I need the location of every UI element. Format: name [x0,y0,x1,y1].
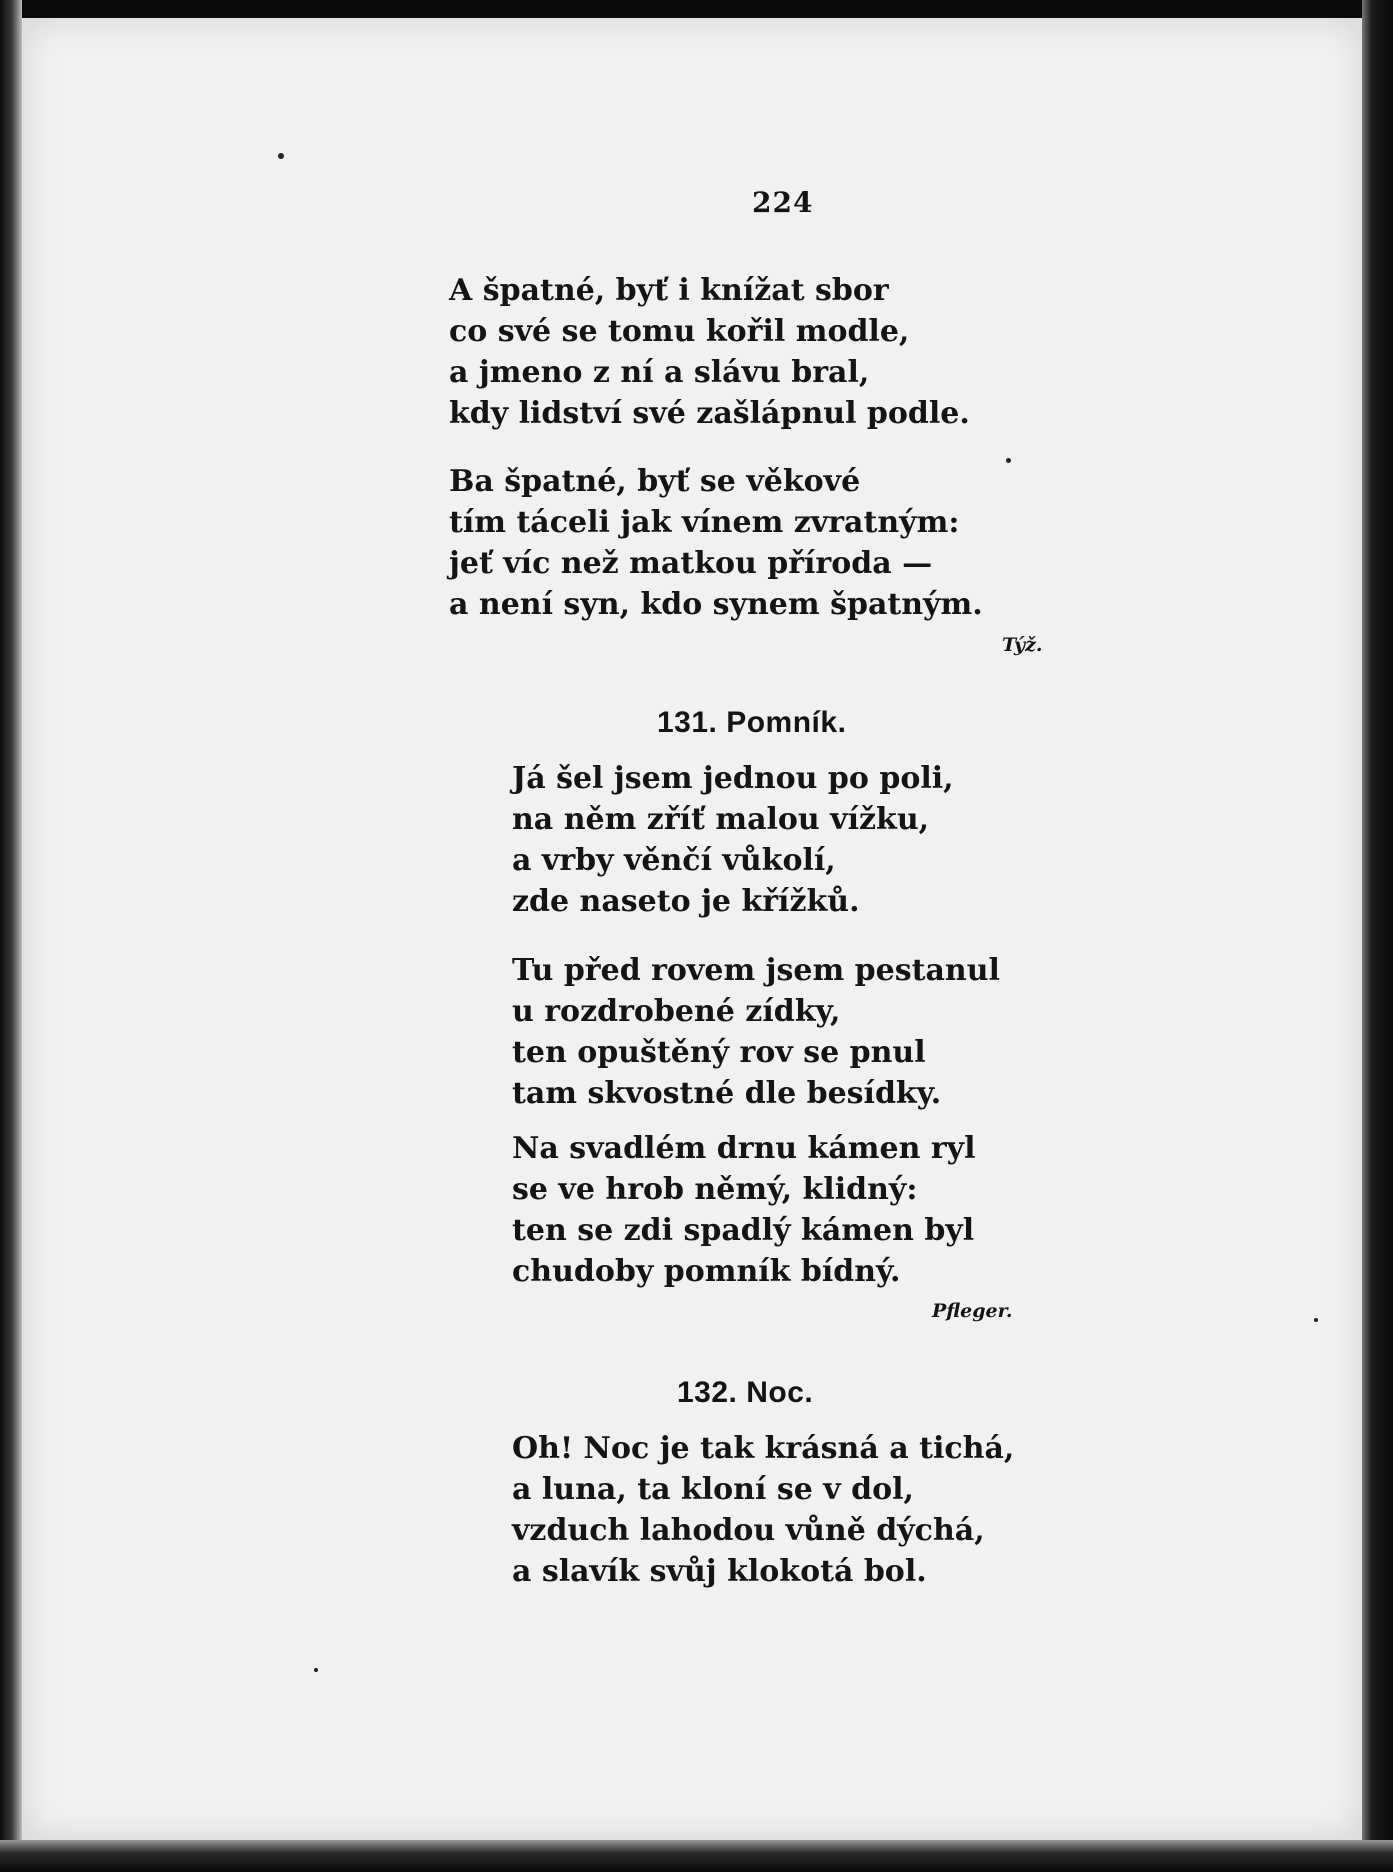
poem2-stanza-2 [512,950,1000,1114]
poem2-stanza-3 [512,1128,976,1292]
scan-edge-left [0,0,22,1872]
verse-line: se ve hrob němý, klidný: [512,1172,918,1207]
poem2-heading: 131. Pomník. [657,706,847,739]
verse-line: ten opuštěný rov se pnul [512,1035,926,1070]
verse-line: co své se tomu kořil modle, [449,314,910,349]
verse-line: Na svadlém drnu kámen ryl [512,1131,976,1166]
book-page [22,18,1362,1840]
verse-line: Tu před rovem jsem pestanul [512,953,1000,988]
verse-line: Já šel jsem jednou po poli, [512,761,954,796]
verse-line: zde naseto je křížků. [512,884,860,919]
poem3-heading: 132. Noc. [677,1376,814,1409]
poem3-stanza-1 [512,1428,1014,1592]
verse-line: a není syn, kdo synem špatným. [449,587,983,622]
verse-line: jeť víc než matkou příroda — [449,546,933,581]
scan-speck [278,153,284,159]
verse-line: vzduch lahodou vůně dýchá, [512,1513,985,1548]
poem2-stanza-1 [512,758,954,922]
scan-edge-right [1362,0,1393,1872]
verse-line: a luna, ta kloní se v dol, [512,1472,914,1507]
verse-line: ten se zdi spadlý kámen byl [512,1213,975,1248]
scan-speck [1314,1318,1318,1322]
poem2-attribution: Pfleger. [932,1300,1013,1322]
verse-line: chudoby pomník bídný. [512,1254,901,1289]
verse-line: a slavík svůj klokotá bol. [512,1554,927,1589]
verse-line: kdy lidství své zašlápnul podle. [449,396,970,431]
verse-line: Ba špatné, byť se věkové [449,464,861,499]
verse-line: u rozdrobené zídky, [512,994,841,1029]
poem1-stanza-2 [449,461,983,625]
scan-edge-bottom [0,1840,1393,1872]
page-number: 224 [752,186,814,219]
verse-line: tam skvostné dle besídky. [512,1076,942,1111]
verse-line: a jmeno z ní a slávu bral, [449,355,870,390]
scan-speck [314,1668,318,1672]
verse-line: na něm zříť malou vížku, [512,802,930,837]
verse-line: a vrby věnčí vůkolí, [512,843,836,878]
verse-line: Oh! Noc je tak krásná a tichá, [512,1431,1015,1466]
scan-speck [1006,458,1011,463]
poem1-attribution: Týž. [1002,634,1043,656]
verse-line: tím táceli jak vínem zvratným: [449,505,960,540]
verse-line: A špatné, byť i knížat sbor [449,273,889,308]
poem1-stanza-1 [449,270,970,434]
